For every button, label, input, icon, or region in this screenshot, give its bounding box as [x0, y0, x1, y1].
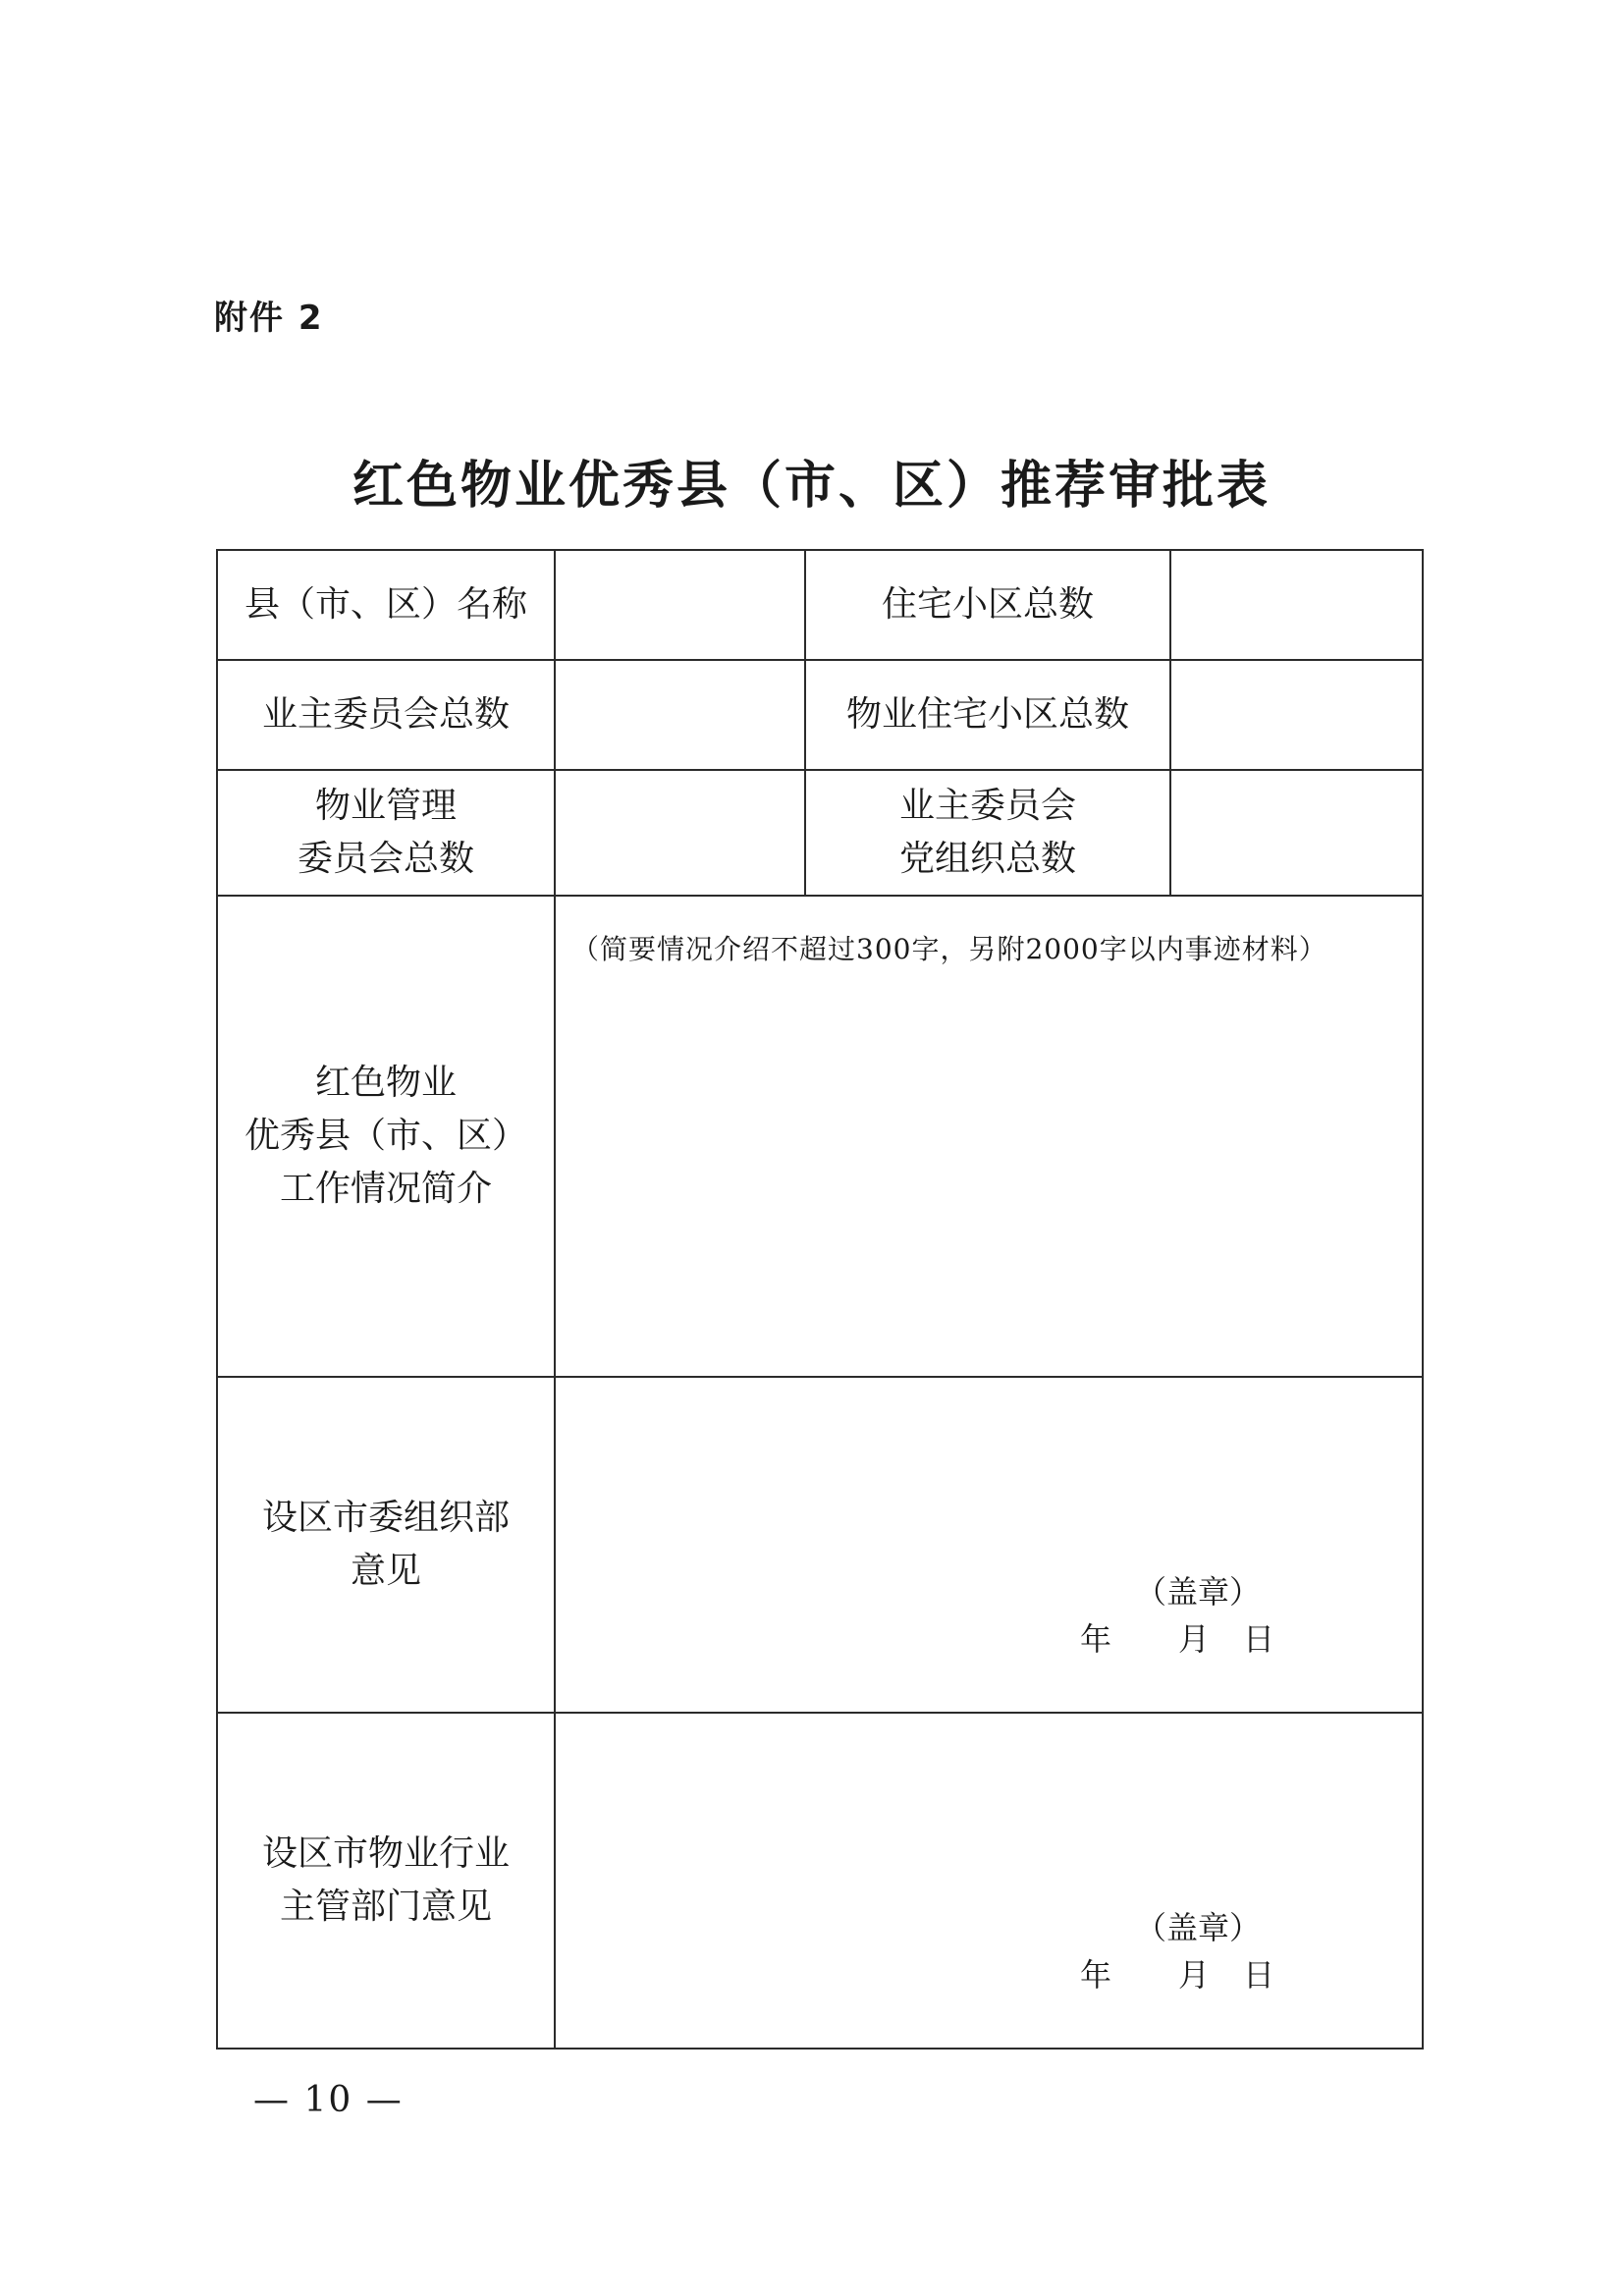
owner-committee-total-field[interactable] [555, 660, 805, 770]
org-dept-opinion-field[interactable] [555, 1377, 1423, 1713]
date-line [1047, 1957, 1274, 1993]
org-dept-label: 设区市委组织部 意见 [217, 1377, 555, 1713]
property-residential-total-label: 物业住宅小区总数 [805, 660, 1170, 770]
property-mgmt-committee-label: 物业管理 委员会总数 [217, 770, 555, 896]
work-intro-label: 红色物业 优秀县（市、区） 工作情况简介 [217, 896, 555, 1377]
seal-label: （盖章） [1135, 1909, 1262, 1946]
date-day: 日 [1243, 1620, 1275, 1658]
owner-committee-party-label: 业主委员会 党组织总数 [805, 770, 1170, 896]
approval-form-table [216, 549, 1424, 2050]
property-dept-label: 设区市物业行业 主管部门意见 [217, 1713, 555, 2049]
date-line [1047, 1621, 1274, 1657]
owner-committee-total-label: 业主委员会总数 [217, 660, 555, 770]
form-title: 红色物业优秀县（市、区）推荐审批表 [352, 457, 1271, 516]
table-row [217, 1713, 1423, 2049]
county-name-label: 县（市、区）名称 [217, 550, 555, 660]
residential-total-label: 住宅小区总数 [805, 550, 1170, 660]
table-row [217, 550, 1423, 660]
date-day: 日 [1243, 1956, 1275, 1994]
date-year: 年 [1079, 1620, 1111, 1658]
table-row [217, 896, 1423, 1377]
property-mgmt-committee-field[interactable] [555, 770, 805, 896]
work-intro-note: （简要情况介绍不超过300字，另附2000字以内事迹材料） [571, 933, 1327, 965]
table-row [217, 660, 1423, 770]
property-residential-total-field[interactable] [1170, 660, 1423, 770]
owner-committee-party-field[interactable] [1170, 770, 1423, 896]
date-month: 月 [1177, 1620, 1210, 1658]
table-row [217, 770, 1423, 896]
seal-label: （盖章） [1135, 1573, 1262, 1611]
work-intro-field[interactable] [555, 896, 1423, 1377]
residential-total-field[interactable] [1170, 550, 1423, 660]
attachment-label: 附件 2 [214, 299, 324, 338]
property-dept-opinion-field[interactable] [555, 1713, 1423, 2049]
table-row [217, 1377, 1423, 1713]
date-year: 年 [1079, 1956, 1111, 1994]
page-number: — 10 — [253, 2080, 404, 2120]
county-name-field[interactable] [555, 550, 805, 660]
date-month: 月 [1177, 1956, 1210, 1994]
